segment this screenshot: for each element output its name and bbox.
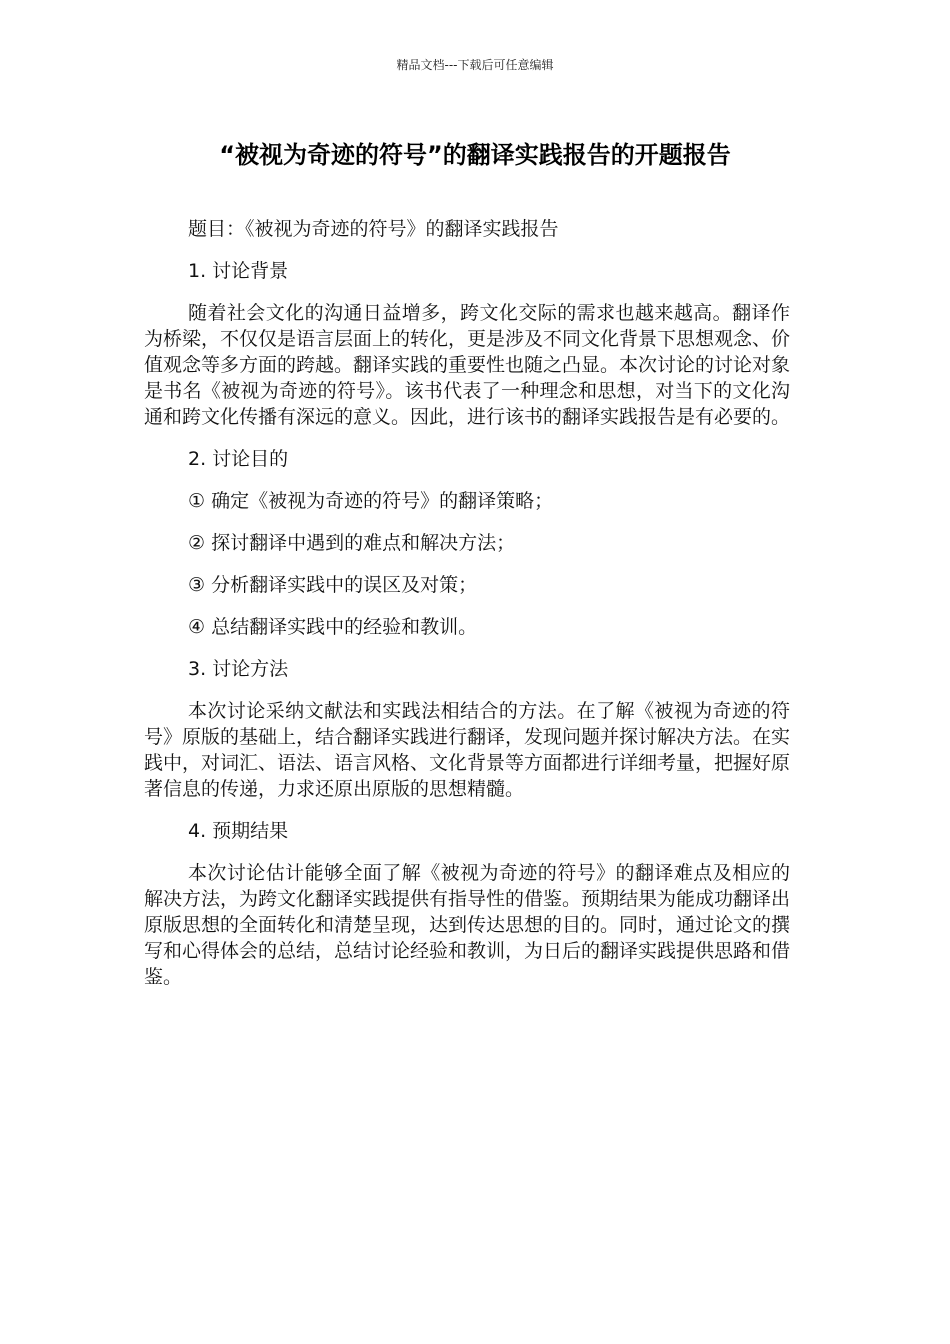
document-body — [144, 216, 790, 1006]
section-heading-results: 4. 预期结果 — [188, 820, 289, 842]
section-heading-purpose: 2. 讨论目的 — [188, 448, 289, 470]
purpose-item: ② 探讨翻译中遇到的难点和解决方法； — [188, 532, 516, 554]
paragraph-background: 随着社会文化的沟通日益增多，跨文化交际的需求也越来越高。翻译作为桥梁，不仅仅是语言层面上的转化，更是涉及不同文化背景下思想观念、价值观念等多方面的跨越。翻译实践的重要性也随之凸显。本次讨论的讨论对象是书名《被视为奇迹的符号》。该书代表了一种理念和思想，对当下的文化沟通和跨文化传播有深远的意义。因此，进行该书的翻译实践报告是有必要的。 — [144, 302, 791, 428]
purpose-item: ③ 分析翻译实践中的误区及对策； — [188, 574, 478, 596]
paragraph-method: 本次讨论采纳文献法和实践法相结合的方法。在了解《被视为奇迹的符号》原版的基础上，结合翻译实践进行翻译，发现问题并探讨解决方法。在实践中，对词汇、语法、语言风格、文化背景等方面都进行详细考量，把握好原著信息的传递，力求还原出原版的思想精髓。 — [144, 700, 791, 800]
section-heading-background: 1. 讨论背景 — [188, 260, 289, 282]
page-header: 精品文档---下载后可任意编辑 — [396, 58, 554, 72]
purpose-item: ④ 总结翻译实践中的经验和教训。 — [188, 616, 478, 638]
purpose-item: ① 确定《被视为奇迹的符号》的翻译策略； — [188, 490, 554, 512]
subject-line: 题目：《被视为奇迹的符号》的翻译实践报告 — [188, 218, 559, 240]
document-title: “被视为奇迹的符号”的翻译实践报告的开题报告 — [219, 141, 731, 169]
section-heading-method: 3. 讨论方法 — [188, 658, 289, 680]
paragraph-results: 本次讨论估计能够全面了解《被视为奇迹的符号》的翻译难点及相应的解决方法，为跨文化翻译实践提供有指导性的借鉴。预期结果为能成功翻译出原版思想的全面转化和清楚呈现，达到传达思想的目的。同时，通过论文的撰写和心得体会的总结，总结讨论经验和教训，为日后的翻译实践提供思路和借鉴。 — [144, 862, 791, 988]
